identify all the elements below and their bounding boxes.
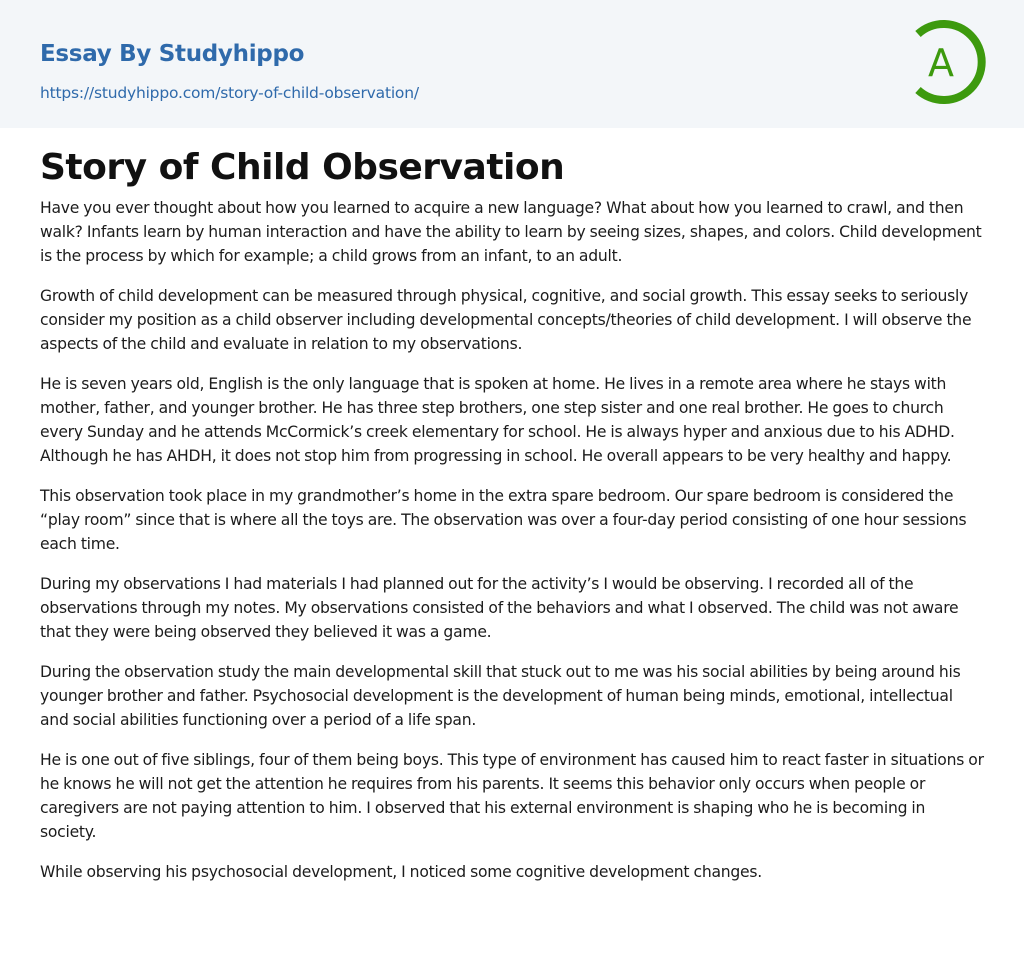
essay-paragraph: He is one out of five siblings, four of them being boys. This type of environment has caused him to react faster in situations or he knows he will not get the attention he requires from his parents. It seems this behavior only occurs when people or caregivers are not paying attention to him. I observed that his external environment is shaping who he is becoming in society. [40, 751, 984, 841]
studyhippo-logo-icon[interactable] [900, 18, 988, 106]
essay-paragraph: During the observation study the main developmental skill that stuck out to me was his social abilities by being around his younger brother and father. Psychosocial development is the development of human being minds, emotional, intellectual and social abilities functioning over a period of a life span. [40, 663, 961, 729]
essay-url-link[interactable]: https://studyhippo.com/story-of-child-observation/ [40, 84, 419, 102]
essay-paragraph: Have you ever thought about how you learned to acquire a new language? What about how you learned to crawl, and then walk? Infants learn by human interaction and have the ability to learn by seeing sizes, shapes, and colors. Child development is the process by which for example; a child grows from an infant, to an adult. [40, 199, 982, 265]
essay-title: Story of Child Observation [40, 147, 565, 188]
brand-title: Essay By Studyhippo [40, 41, 305, 67]
essay-paragraph: While observing his psychosocial development, I noticed some cognitive development changes. [40, 863, 762, 881]
essay-paragraph: He is seven years old, English is the only language that is spoken at home. He lives in a remote area where he stays with mother, father, and younger brother. He has three step brothers, one step sister and one real brother. He goes to church every Sunday and he attends McCormick’s creek elementary for school. He is always hyper and anxious due to his ADHD. Although he has AHDH, it does not stop him from progressing in school. He overall appears to be very healthy and happy. [40, 375, 955, 465]
site-header [0, 0, 1024, 128]
essay-paragraph: During my observations I had materials I had planned out for the activity’s I would be observing. I recorded all of the observations through my notes. My observations consisted of the behaviors and what I observed. The child was not aware that they were being observed they believed it was a game. [40, 575, 959, 641]
essay-content [0, 128, 1024, 884]
essay-paragraph: This observation took place in my grandmother’s home in the extra spare bedroom. Our spare bedroom is considered the “play room” since that is where all the toys are. The observation was over a four-day period consisting of one hour sessions each time. [40, 487, 967, 553]
essay-paragraph: Growth of child development can be measured through physical, cognitive, and social growth. This essay seeks to seriously consider my position as a child observer including developmental concepts/theories of child development. I will observe the aspects of the child and evaluate in relation to my observations. [40, 287, 972, 353]
svg-text:A: A [928, 41, 954, 85]
